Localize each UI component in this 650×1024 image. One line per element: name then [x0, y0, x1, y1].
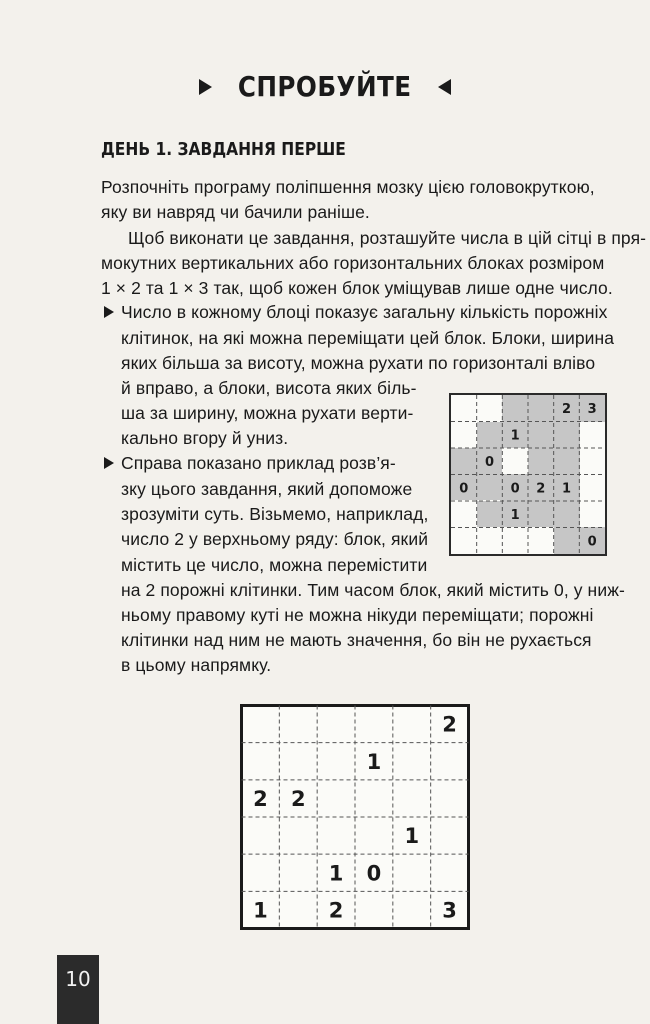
grid-number: 1 — [510, 428, 520, 444]
grid-number: 3 — [587, 401, 597, 417]
triangle-right-icon — [199, 79, 212, 95]
text-line: яку ви навряд чи бачили раніше. — [101, 202, 370, 222]
text-line: яких більша за висоту, можна рухати по горизонталі вліво — [121, 353, 596, 373]
text-line: клітинок, на які можна переміщати цей блок. Блоки, ширина — [121, 328, 615, 348]
grid-number: 1 — [366, 749, 382, 774]
text-line: клітинки над ним не мають значення, бо він не рухається — [121, 630, 592, 650]
heading-title: СПРОБУЙТЕ — [238, 70, 412, 103]
text-line: кально вгору й униз. — [121, 428, 289, 448]
text-line: Число в кожному блоці показує загальну кількість порожніх — [121, 302, 608, 322]
grid-number: 0 — [459, 481, 469, 497]
bullet-triangle-icon — [104, 457, 114, 469]
text-line: Справа показано приклад розв’я- — [121, 453, 396, 473]
grid-number: 0 — [366, 861, 382, 886]
text-line: зку цього завдання, який допоможе — [121, 479, 413, 499]
text-line: число 2 у верхньому ряду: блок, який — [121, 529, 429, 549]
text-line: Щоб виконати це завдання, розташуйте числа в цій сітці в пря- — [128, 228, 647, 248]
grid-number: 1 — [561, 481, 572, 497]
grid-number: 1 — [253, 898, 268, 923]
text-line: ша за ширину, можна рухати верти- — [121, 403, 414, 423]
grid-number: 2 — [561, 401, 572, 417]
grid-number: 0 — [484, 454, 495, 470]
grid-number: 2 — [253, 786, 268, 811]
text-line: мокутних вертикальних або горизонтальних блоках розміром — [101, 253, 605, 273]
grid-number: 0 — [587, 534, 597, 550]
grid-number: 3 — [442, 898, 457, 923]
grid-number: 2 — [536, 481, 546, 497]
grid-number: 2 — [328, 898, 344, 923]
grid-number: 0 — [510, 481, 520, 497]
page-number: 10 — [57, 955, 99, 1024]
text-line: 1 × 2 та 1 × 3 так, щоб кожен блок уміщував лише одне число. — [101, 278, 613, 298]
grid-number: 2 — [442, 712, 457, 737]
section-heading — [0, 70, 650, 103]
text-line: містить це число, можна перемістити — [121, 555, 428, 575]
text-line: Розпочніть програму поліпшення мозку цією головокруткою, — [101, 177, 595, 197]
text-line: на 2 порожні клітинки. Тим часом блок, який містить 0, у ниж- — [121, 580, 625, 600]
example-grid-svg — [451, 395, 605, 554]
grid-number: 2 — [290, 786, 306, 811]
grid-number: 1 — [328, 861, 344, 886]
text-line: й вправо, а блоки, висота яких біль- — [121, 378, 417, 398]
text-line: в цьому напрямку. — [121, 655, 272, 675]
task-subheading: ДЕНЬ 1. ЗАВДАННЯ ПЕРШЕ — [101, 139, 346, 160]
bullet-triangle-icon — [104, 306, 114, 318]
grid-number: 1 — [510, 507, 520, 523]
triangle-left-icon — [438, 79, 451, 95]
puzzle-grid — [240, 704, 470, 930]
text-line: ньому правому куті не можна нікуди переміщати; порожні — [121, 605, 594, 625]
text-line: зрозуміти суть. Візьмемо, наприклад, — [121, 504, 429, 524]
example-solution-grid — [449, 393, 607, 556]
grid-number: 1 — [404, 824, 420, 849]
